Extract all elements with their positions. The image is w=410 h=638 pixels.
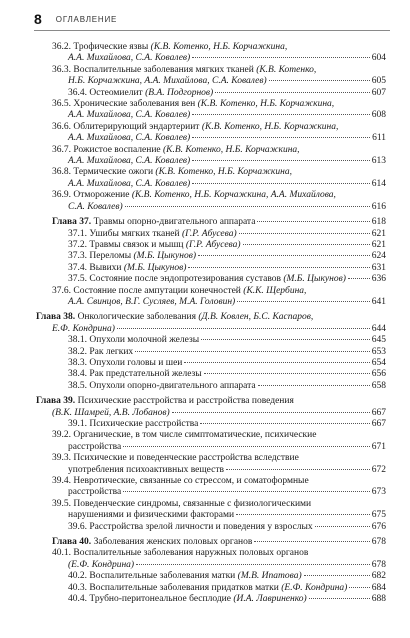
- toc-entry[interactable]: [52, 548, 386, 571]
- toc-line-text: 39.2. Органические, в том числе симптоматические, психические: [52, 430, 317, 441]
- toc-last-line: [68, 358, 386, 369]
- toc-line: [52, 64, 386, 76]
- toc-title-text: [68, 76, 267, 87]
- chapter-label: Глава 40.: [52, 537, 92, 548]
- toc-title-text: [52, 324, 115, 335]
- toc-last-text: А.А. Михайлова, С.А. Ковалев): [68, 133, 191, 144]
- toc-last-line: [68, 487, 386, 498]
- leader-dots: [192, 57, 370, 58]
- toc-last-line: [68, 88, 386, 99]
- toc-last-line: [68, 369, 386, 380]
- toc-title-text: [68, 274, 346, 285]
- toc-last-line: [68, 156, 386, 167]
- toc-page-number: 616: [371, 201, 386, 212]
- toc-entry[interactable]: [52, 145, 386, 168]
- toc-last-line: [68, 442, 386, 453]
- toc-entry[interactable]: [52, 499, 386, 522]
- toc-last-line: [68, 179, 386, 190]
- toc-entry[interactable]: [52, 65, 386, 88]
- toc-last-text: Травмы опорно-двигательного аппарата: [93, 217, 256, 228]
- toc-last-text: 38.5. Опухоли опорно-двигательного аппарата: [68, 380, 256, 391]
- toc-last-text: 36.4. Остеомиелит (В.А. Подгорнов): [68, 87, 214, 98]
- leader-dots: [135, 351, 370, 352]
- toc-page-number: 658: [371, 380, 386, 391]
- toc-page-number: 672: [371, 464, 386, 475]
- toc-line-text: 36.7. Рожистое воспаление (К.В. Котенко, Н.Б. Корчажкина,: [52, 144, 300, 155]
- leader-dots: [188, 267, 369, 268]
- toc-title-text: [68, 510, 234, 521]
- section-title: ОГЛАВЛЕНИЕ: [55, 14, 118, 24]
- toc-entry[interactable]: [52, 430, 386, 453]
- toc-page-number: 611: [372, 133, 386, 144]
- leader-dots: [117, 328, 370, 329]
- toc-chapter[interactable]: [36, 312, 386, 335]
- leader-dots: [198, 255, 370, 256]
- leader-dots: [348, 278, 370, 279]
- toc-last-text: С.А. Ковалев): [68, 201, 123, 212]
- toc-last-text: Заболевания женских половых органов: [93, 537, 253, 548]
- toc-page-number: 641: [371, 296, 386, 307]
- toc-last-text: употребления психоактивных веществ: [68, 464, 224, 475]
- toc-line-text: Психические расстройства и расстройства поведения: [77, 396, 294, 407]
- toc-last-line: [52, 408, 386, 419]
- chapter-label: Глава 38.: [36, 312, 76, 323]
- toc-title-text: [68, 229, 237, 240]
- leader-dots: [201, 339, 370, 340]
- toc-entry[interactable]: [52, 453, 386, 476]
- toc-title-text: [68, 335, 199, 346]
- toc-line-text: Онкологические заболевания (Д.В. Ковлен, Б.С. Каспаров,: [77, 312, 314, 323]
- toc-title-text: [68, 263, 186, 274]
- toc-last-line: [68, 240, 386, 251]
- toc-last-text: Н.Б. Корчажкина, А.А. Михайлова, С.А. Ковалев): [68, 76, 267, 87]
- toc-last-text: 40.2. Воспалительные заболевания матки (М.В. Ипатова): [68, 571, 302, 582]
- toc-title-text: [68, 347, 133, 358]
- toc-page-number: 678: [371, 559, 386, 570]
- toc-page-number: 682: [371, 571, 386, 582]
- toc-line: [52, 121, 386, 133]
- toc-entry[interactable]: [52, 88, 386, 99]
- toc-page-number: 676: [371, 521, 386, 532]
- leader-dots: [204, 373, 370, 374]
- leader-dots: [237, 301, 370, 302]
- toc-page-number: 621: [371, 228, 386, 239]
- leader-dots: [254, 541, 369, 542]
- toc-last-line: [68, 465, 386, 476]
- toc-page-number: 675: [371, 510, 386, 521]
- toc-last-line: [68, 53, 386, 64]
- leader-dots: [125, 206, 370, 207]
- toc-line: [52, 498, 386, 510]
- toc-title-text: [68, 369, 202, 380]
- toc-entry[interactable]: [52, 240, 386, 251]
- toc-last-line: [52, 217, 386, 228]
- toc-line-text: 36.3. Воспалительные заболевания мягких тканей (К.В. Котенко,: [52, 64, 317, 75]
- toc-page-number: 667: [371, 419, 386, 429]
- toc-last-line: [68, 583, 386, 594]
- toc-entry[interactable]: [52, 122, 386, 145]
- toc-title-text: [68, 110, 190, 121]
- toc-entry[interactable]: [52, 358, 386, 369]
- toc-page-number: 673: [371, 487, 386, 498]
- toc-last-line: [68, 594, 386, 605]
- leader-dots: [258, 385, 370, 386]
- toc-last-text: 37.5. Состояние после эндопротезирования суставов (М.Б. Цыкунов): [68, 274, 346, 285]
- toc-entry[interactable]: [52, 99, 386, 122]
- toc-page-number: 644: [371, 323, 386, 334]
- toc-line: [52, 476, 386, 487]
- toc-last-text: 38.3. Опухоли головы и шеи: [68, 357, 183, 368]
- toc-last-text: нарушениями и физическими факторами: [68, 510, 235, 521]
- toc-title-text: [68, 53, 190, 64]
- leader-dots: [192, 160, 370, 161]
- toc-last-line: [68, 133, 386, 144]
- leader-dots: [226, 469, 370, 470]
- toc-title-text: [68, 297, 235, 308]
- toc-last-line: [68, 110, 386, 121]
- toc-line: [52, 167, 386, 178]
- toc-entry[interactable]: [52, 571, 386, 582]
- toc-line: [36, 312, 386, 323]
- toc-entry[interactable]: [52, 286, 386, 309]
- leader-dots: [315, 526, 370, 527]
- toc-last-text: расстройства: [68, 441, 122, 452]
- toc-last-text: 38.2. Рак легких: [68, 346, 134, 357]
- leader-dots: [304, 575, 370, 576]
- toc-last-line: [68, 381, 386, 392]
- toc-page-number: 671: [371, 441, 386, 452]
- toc-line-text: 36.8. Термические ожоги (К.В. Котенко, Н.Б. Корчажкина,: [52, 167, 292, 178]
- leader-dots: [123, 491, 370, 492]
- toc-last-text: 39.6. Расстройства зрелой личности и поведения у взрослых: [68, 521, 313, 532]
- toc-line-text: 36.9. Отморожение (К.В. Котенко, Н.Б. Корчажкина, А.А. Михайлова,: [52, 190, 336, 201]
- toc-last-line: [68, 510, 386, 521]
- toc-title-text: [68, 594, 307, 605]
- toc-line-text: 36.5. Хронические заболевания вен (К.В. Котенко, Н.Б. Корчажкина,: [52, 99, 335, 110]
- toc-page-number: 607: [371, 87, 386, 98]
- toc-title-text: [68, 560, 134, 571]
- toc-page-number: 636: [371, 274, 386, 285]
- toc-page-number: 645: [371, 335, 386, 346]
- toc-chapter[interactable]: [36, 537, 386, 548]
- toc-page-number: 656: [371, 369, 386, 380]
- toc-last-line: [68, 419, 386, 430]
- toc-entry[interactable]: [52, 42, 386, 65]
- page-number: 8: [34, 11, 42, 27]
- toc-line: [52, 99, 386, 110]
- toc-last-line: [68, 202, 386, 213]
- toc-line-text: 39.3. Психические и поведенческие расстройства вследствие: [52, 453, 299, 464]
- toc-entry[interactable]: [52, 522, 386, 533]
- toc-title-text: [68, 381, 256, 392]
- leader-dots: [192, 137, 370, 138]
- toc-last-text: 40.3. Воспалительные заболевания придатков матки (Е.Ф. Кондрина): [68, 582, 348, 593]
- toc-line: [52, 453, 386, 464]
- toc-line-text: 40.1. Воспалительные заболевания наружных половых органов: [52, 548, 309, 559]
- toc-page-number: 613: [371, 156, 386, 167]
- toc-line: [52, 190, 386, 201]
- toc-last-text: 37.2. Травмы связок и мышц (Г.Р. Абусева): [68, 239, 241, 250]
- toc-page-number: 667: [371, 407, 386, 418]
- leader-dots: [172, 412, 370, 413]
- toc-page-number: 621: [371, 239, 386, 250]
- toc-line: [52, 548, 386, 559]
- toc-last-text: расстройства: [68, 487, 122, 498]
- toc-last-text: А.А. Михайлова, С.А. Ковалев): [68, 156, 191, 167]
- leader-dots: [269, 80, 370, 81]
- toc-title-text: [68, 202, 123, 213]
- table-of-contents: [36, 42, 386, 606]
- toc-line-text: 39.5. Поведенческие синдромы, связанные с физиологическими: [52, 498, 312, 509]
- toc-last-text: 39.1. Психические расстройства: [68, 419, 199, 429]
- toc-last-line: [68, 347, 386, 358]
- toc-title-text: [68, 240, 241, 251]
- toc-last-line: [68, 522, 386, 533]
- toc-last-text: А.А. Свинцов, В.Г. Сусляев, М.А. Головин): [68, 296, 236, 307]
- toc-line-text: 36.6. Облитерирующий эндартериит (К.В. Котенко, Н.Б. Корчажкина,: [52, 121, 339, 132]
- toc-last-line: [68, 263, 386, 274]
- toc-title-text: [68, 571, 302, 582]
- toc-title-text: [68, 522, 313, 533]
- leader-dots: [215, 92, 370, 93]
- toc-page-number: 678: [371, 537, 386, 548]
- toc-last-text: 40.4. Трубно-перитонеальное бесплодие (И.А. Лавриненко): [68, 594, 307, 605]
- leader-dots: [136, 564, 370, 565]
- leader-dots: [184, 362, 369, 363]
- leader-dots: [236, 514, 370, 515]
- toc-page-number: 614: [371, 178, 386, 189]
- leader-dots: [257, 221, 369, 222]
- toc-line: [52, 430, 386, 441]
- toc-line-text: 37.6. Состояние после ампутации конечностей (К.К. Щербина,: [52, 285, 307, 296]
- toc-last-line: [68, 76, 386, 87]
- toc-line: [36, 396, 386, 407]
- toc-last-text: А.А. Михайлова, С.А. Ковалев): [68, 110, 191, 121]
- toc-last-text: 38.1. Опухоли молочной железы: [68, 335, 200, 346]
- leader-dots: [243, 244, 370, 245]
- toc-last-line: [68, 274, 386, 285]
- toc-entry[interactable]: [52, 190, 386, 213]
- toc-title-text: [68, 156, 190, 167]
- toc-last-line: [68, 297, 386, 308]
- toc-line: [52, 42, 386, 53]
- toc-entry[interactable]: [52, 347, 386, 358]
- toc-title-text: [68, 419, 198, 430]
- leader-dots: [349, 587, 369, 588]
- toc-last-line: [68, 251, 386, 262]
- toc-page-number: 605: [371, 76, 386, 87]
- toc-entry[interactable]: [52, 167, 386, 190]
- toc-title-text: [52, 217, 255, 228]
- leader-dots: [192, 183, 370, 184]
- chapter-label: Глава 39.: [36, 396, 76, 407]
- toc-chapter[interactable]: [36, 396, 386, 419]
- toc-title-text: [68, 133, 190, 144]
- toc-last-text: (В.К. Шамрей, А.В. Лобанов): [52, 407, 170, 418]
- toc-last-text: (Е.Ф. Кондрина): [68, 559, 135, 570]
- toc-last-text: А.А. Михайлова, С.А. Ковалев): [68, 178, 191, 189]
- toc-entry[interactable]: [52, 583, 386, 594]
- toc-title-text: [52, 537, 252, 548]
- toc-last-text: А.А. Михайлова, С.А. Ковалев): [68, 53, 191, 64]
- toc-entry[interactable]: [52, 369, 386, 380]
- toc-title-text: [68, 88, 213, 99]
- toc-title-text: [68, 583, 347, 594]
- toc-last-line: [68, 571, 386, 582]
- toc-line-text: 39.4. Невротические, связанные со стрессом, и соматоформные: [52, 476, 309, 487]
- toc-page-number: 604: [371, 53, 386, 64]
- toc-entry[interactable]: [52, 381, 386, 392]
- toc-line: [52, 144, 386, 156]
- toc-page-number: 624: [371, 251, 386, 262]
- toc-entry[interactable]: [52, 335, 386, 346]
- toc-entry[interactable]: [52, 594, 386, 605]
- toc-last-line: [52, 324, 386, 335]
- leader-dots: [200, 423, 369, 424]
- leader-dots: [239, 233, 370, 234]
- toc-title-text: [68, 487, 121, 498]
- leader-dots: [309, 598, 370, 599]
- toc-entry[interactable]: [52, 419, 386, 430]
- toc-title-text: [68, 358, 182, 369]
- toc-title-text: [68, 179, 190, 190]
- leader-dots: [123, 446, 370, 447]
- toc-last-line: [68, 560, 386, 571]
- running-header: [34, 8, 390, 31]
- toc-last-text: 37.1. Ушибы мягких тканей (Г.Р. Абусева): [68, 228, 237, 239]
- toc-page-number: 653: [371, 346, 386, 357]
- leader-dots: [192, 114, 370, 115]
- toc-page-number: 688: [371, 594, 386, 605]
- toc-title-text: [68, 251, 196, 262]
- toc-last-text: Е.Ф. Кондрина): [52, 323, 115, 334]
- toc-page-number: 608: [371, 110, 386, 121]
- toc-line: [52, 285, 386, 297]
- toc-last-text: 37.3. Переломы (М.Б. Цыкунов): [68, 251, 197, 262]
- toc-line-text: 36.2. Трофические язвы (К.В. Котенко, Н.Б. Корчажкина,: [52, 42, 288, 52]
- toc-last-text: 37.4. Вывихи (М.Б. Цыкунов): [68, 262, 187, 273]
- toc-last-text: 38.4. Рак предстательной железы: [68, 369, 202, 380]
- toc-last-line: [68, 335, 386, 346]
- toc-page-number: 618: [371, 217, 386, 228]
- toc-chapter[interactable]: [36, 217, 386, 228]
- toc-entry[interactable]: [52, 263, 386, 274]
- toc-title-text: [52, 408, 170, 419]
- toc-title-text: [68, 465, 224, 476]
- toc-last-line: [68, 229, 386, 240]
- toc-page-number: 654: [371, 357, 386, 368]
- toc-entry[interactable]: [52, 229, 386, 240]
- toc-page-number: 631: [371, 262, 386, 273]
- toc-entry[interactable]: [52, 251, 386, 262]
- toc-last-line: [52, 537, 386, 548]
- toc-title-text: [68, 442, 121, 453]
- toc-entry[interactable]: [52, 476, 386, 499]
- toc-entry[interactable]: [52, 274, 386, 285]
- chapter-label: Глава 37.: [52, 217, 92, 228]
- toc-page-number: 684: [371, 582, 386, 593]
